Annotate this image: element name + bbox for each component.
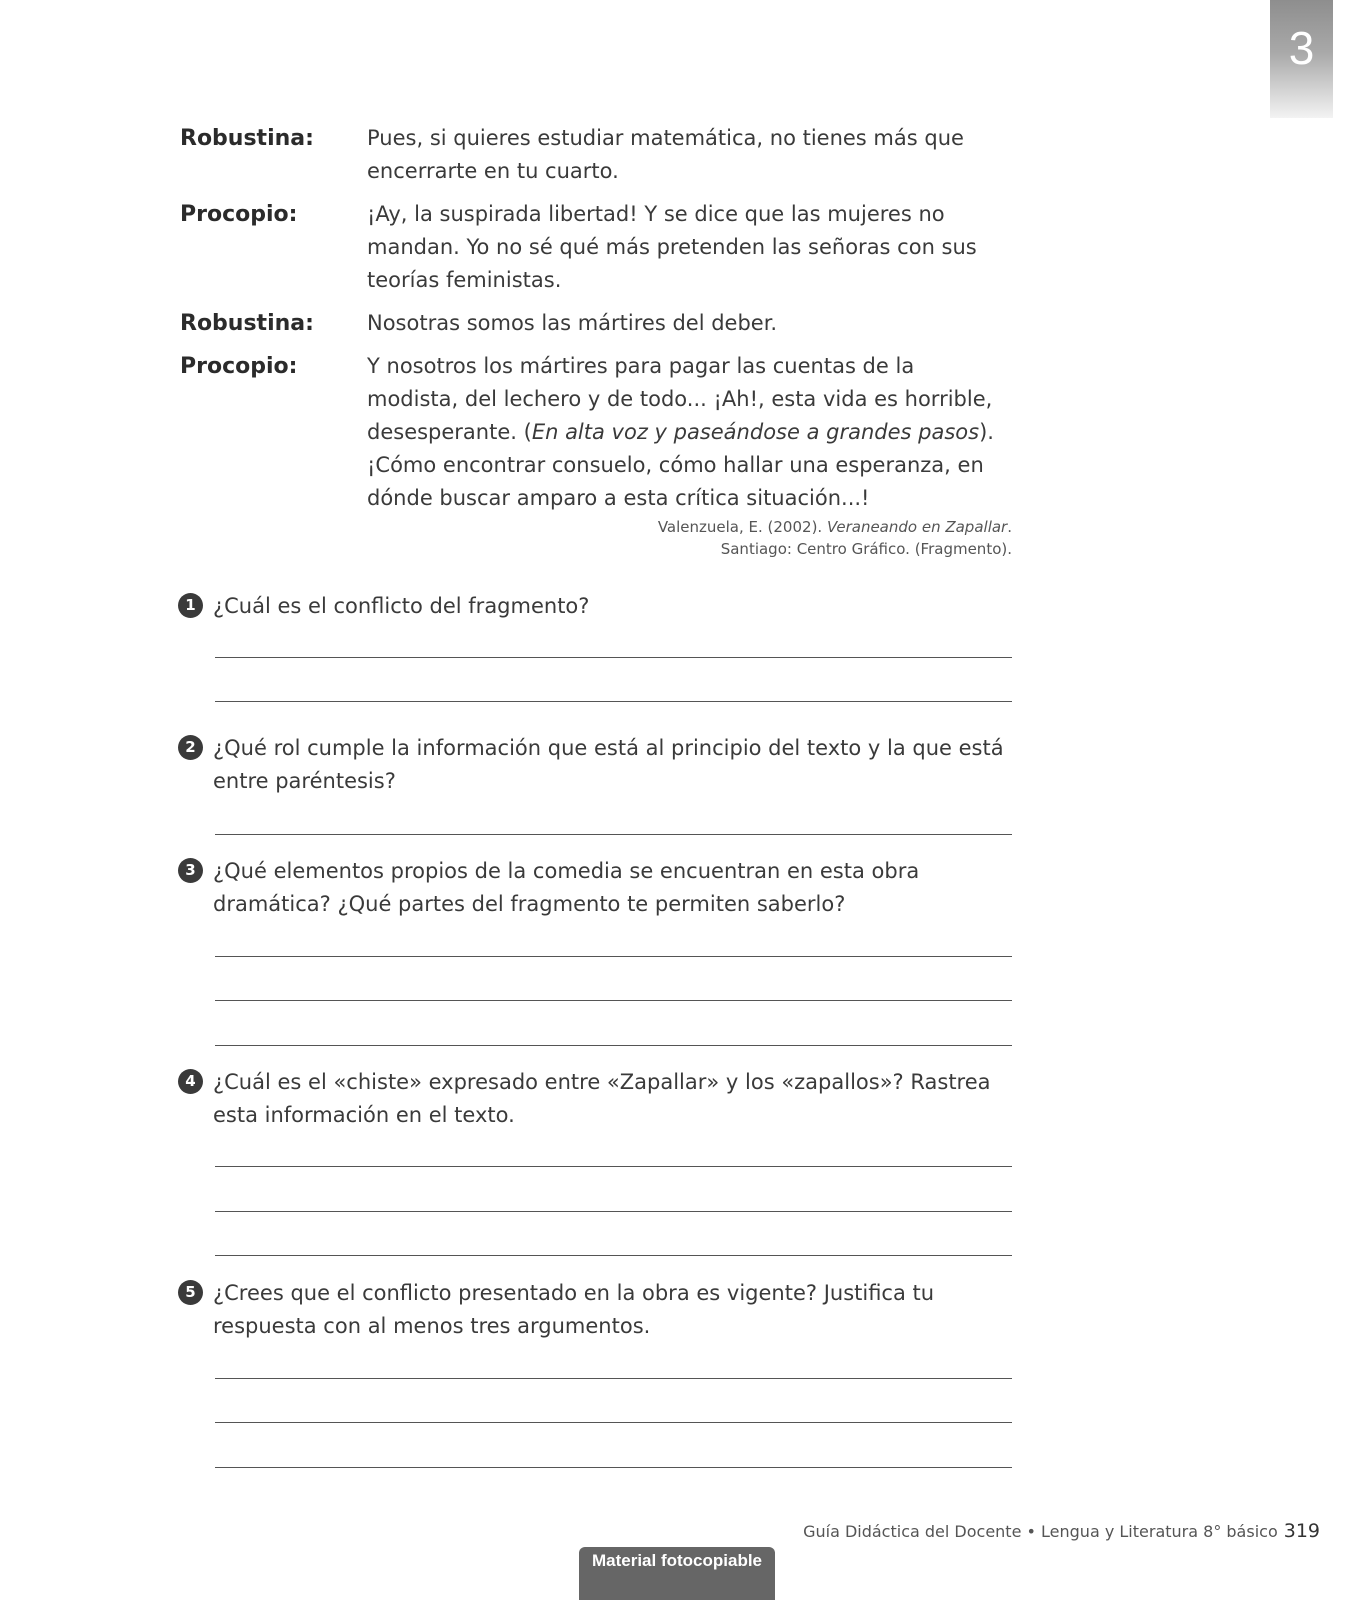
answer-line[interactable] [215,1045,1012,1046]
question-number-badge: 1 [178,593,203,618]
unit-number-tab: 3 [1270,0,1333,118]
page-number: 319 [1283,1520,1320,1542]
question-5 [178,1277,1012,1343]
answer-line[interactable] [215,1467,1012,1468]
speaker-name: Robustina: [180,126,314,151]
guide-title: Guía Didáctica del Docente • Lengua y Literatura 8° básico [803,1522,1278,1541]
answer-line[interactable] [215,1166,1012,1167]
speech-text-part: Y nosotros los mártires para pagar las cuentas de la modista, del lechero y de todo... ¡Ah!, esta vida es horrible, desesperante. ( [367,354,993,444]
speaker-name: Procopio: [180,354,298,379]
dialogue-line [180,122,1012,188]
stage-direction: En alta voz y paseándose a grandes pasos [531,420,980,444]
speech-text-part: ). ¡Cómo encontrar consuelo, cómo hallar una esperanza, en dónde buscar amparo a esta crítica situación...! [367,420,994,510]
source-citation [580,516,1012,560]
citation-period: . [1007,518,1012,536]
dialogue-fragment [180,122,1012,525]
answer-line[interactable] [215,1378,1012,1379]
question-4 [178,1066,1012,1132]
photocopy-label-tab: Material fotocopiable [579,1547,775,1600]
question-number-badge: 3 [178,858,203,883]
question-number-badge: 2 [178,735,203,760]
question-text: ¿Qué rol cumple la información que está al principio del texto y la que está entre paréntesis? [213,736,1004,793]
answer-line[interactable] [215,701,1012,702]
speaker-name: Robustina: [180,311,314,336]
question-number-badge: 4 [178,1069,203,1094]
question-text: ¿Crees que el conflicto presentado en la obra es vigente? Justifica tu respuesta con al menos tres argumentos. [213,1281,935,1338]
citation-title: Veraneando en Zapallar [826,518,1008,536]
citation-line-1 [580,516,1012,538]
citation-author: Valenzuela, E. (2002). [657,518,823,536]
answer-line[interactable] [215,1211,1012,1212]
dialogue-line [180,198,1012,297]
speaker-name: Procopio: [180,202,298,227]
page-footer [760,1519,1320,1544]
answer-line[interactable] [215,1422,1012,1423]
answer-line[interactable] [215,1000,1012,1001]
answer-line[interactable] [215,956,1012,957]
question-text: ¿Qué elementos propios de la comedia se encuentran en esta obra dramática? ¿Qué partes del fragmento te permiten saberlo? [213,859,920,916]
dialogue-line [180,307,1012,340]
speech-text: ¡Ay, la suspirada libertad! Y se dice que las mujeres no mandan. Yo no sé qué más pretenden las señoras con sus teorías feministas. [367,202,977,292]
speech-text [367,350,1012,515]
answer-line[interactable] [215,834,1012,835]
answer-line[interactable] [215,1255,1012,1256]
speech-text: Pues, si quieres estudiar matemática, no tienes más que encerrarte en tu cuarto. [367,126,964,183]
question-2 [178,732,1012,798]
question-text: ¿Cuál es el «chiste» expresado entre «Zapallar» y los «zapallos»? Rastrea esta información en el texto. [213,1070,991,1127]
dialogue-line [180,350,1012,515]
question-number-badge: 5 [178,1280,203,1305]
question-text: ¿Cuál es el conflicto del fragmento? [213,594,590,618]
question-3 [178,855,1012,921]
speech-text: Nosotras somos las mártires del deber. [367,311,778,335]
answer-line[interactable] [215,657,1012,658]
citation-line-2: Santiago: Centro Gráfico. (Fragmento). [720,540,1012,558]
question-1 [178,590,1012,623]
